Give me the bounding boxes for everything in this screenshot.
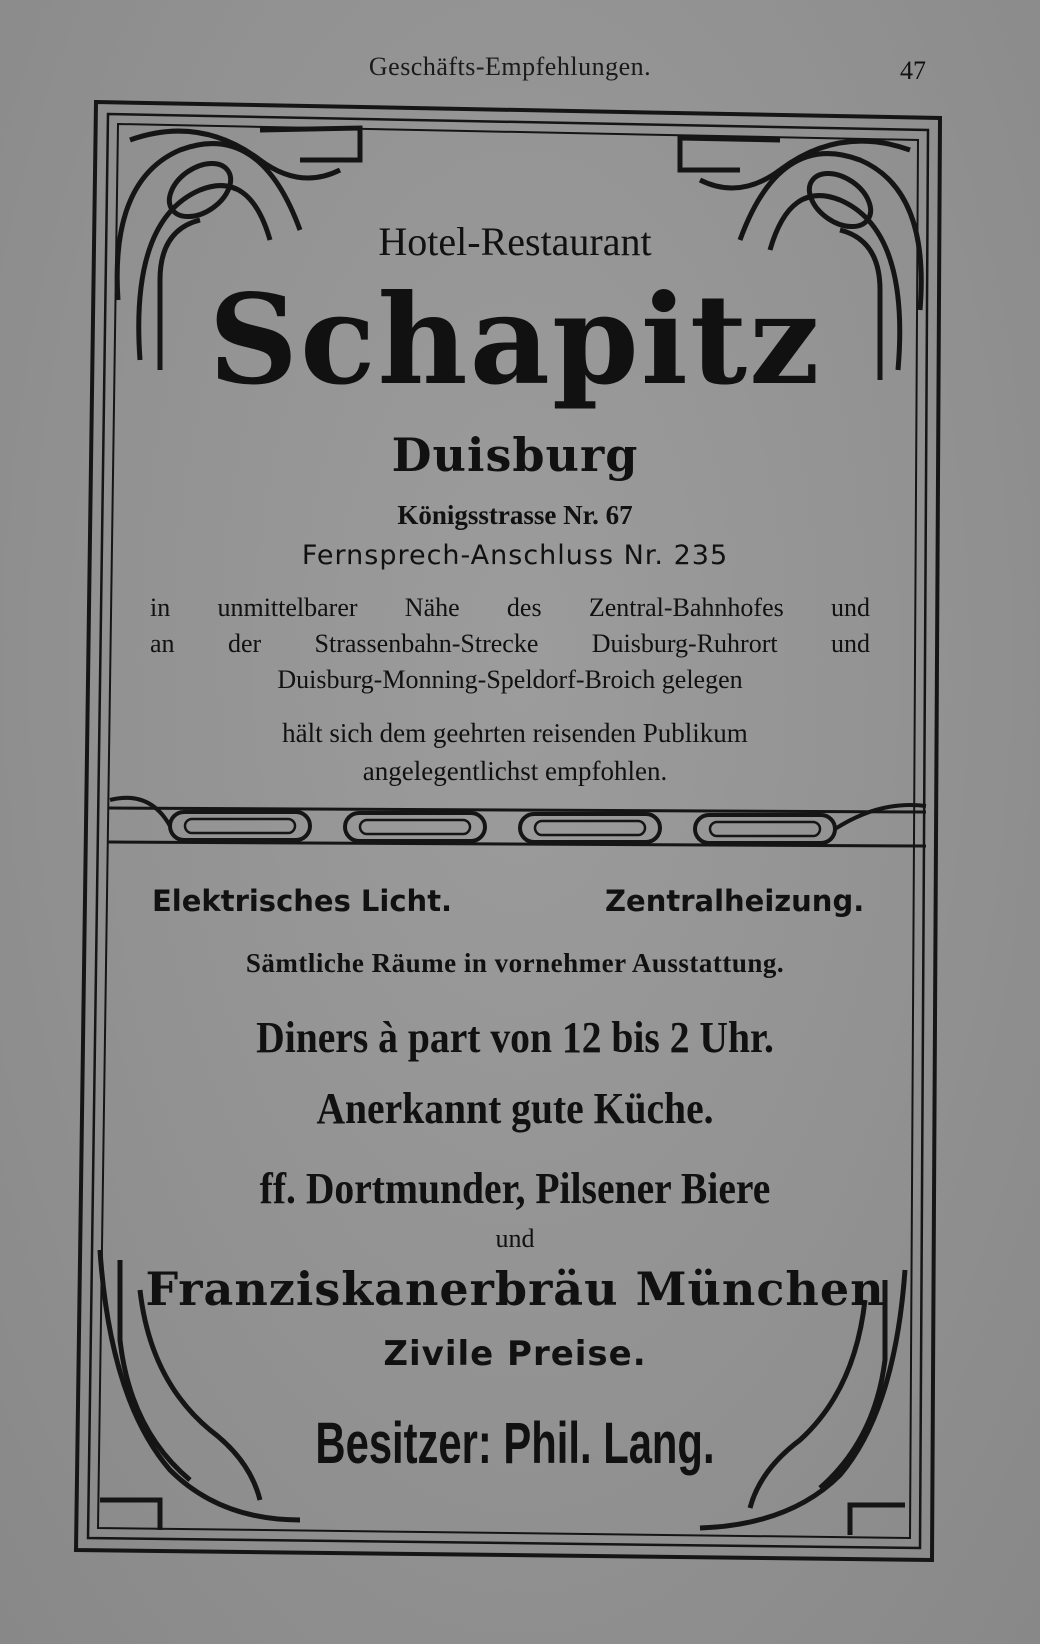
brewery-line: Franziskanerbräu München: [145, 1262, 885, 1316]
page-number: 47: [900, 56, 926, 85]
location-description: [150, 590, 870, 698]
prices-line: Zivile Preise.: [383, 1334, 647, 1374]
feature-central-heating: Zentralheizung.: [605, 884, 865, 918]
running-head-title: Geschäfts-Empfehlungen.: [368, 52, 652, 81]
rooms-line: Sämtliche Räume in vornehmer Ausstattung.: [245, 948, 785, 978]
recommendation: [95, 714, 935, 790]
diners-line: Diners à part von 12 bis 2 Uhr.: [256, 1013, 774, 1062]
and-word: und: [495, 1224, 535, 1253]
location-line: an der Strassenbahn-Strecke Duisburg-Ruhrort und: [150, 629, 870, 658]
owner-line: Besitzer: Phil. Lang.: [315, 1411, 715, 1476]
address: Königsstrasse Nr. 67: [397, 500, 633, 530]
recommendation-line: hält sich dem geehrten reisenden Publikum: [282, 718, 748, 748]
phone-number: Fernsprech-Anschluss Nr. 235: [301, 540, 729, 571]
recommendation-line: angelegentlichst empfohlen.: [362, 756, 668, 786]
location-line: in unmittelbarer Nähe des Zentral-Bahnhofes und: [150, 593, 870, 622]
hotel-type: Hotel-Restaurant: [378, 219, 652, 264]
location-line: Duisburg-Monning-Speldorf-Broich gelegen: [277, 665, 743, 694]
feature-electric-light: Elektrisches Licht.: [152, 884, 453, 918]
beers-line: ff. Dortmunder, Pilsener Biere: [259, 1164, 771, 1213]
divider-chain: [110, 798, 926, 843]
city: Duisburg: [391, 428, 639, 482]
kitchen-line: Anerkannt gute Küche.: [316, 1084, 714, 1133]
hotel-name: Schapitz: [208, 268, 822, 413]
